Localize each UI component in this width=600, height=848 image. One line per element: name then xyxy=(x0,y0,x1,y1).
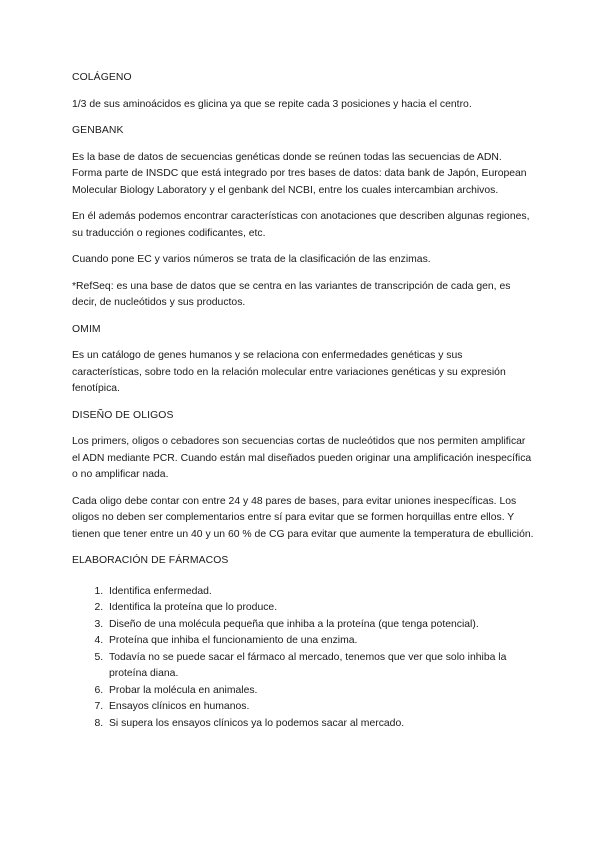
genbank-paragraph-1: Es la base de datos de secuencias genéticas donde se reúnen todas las secuencias de ADN. Forma parte de INSDC que está integrado por tres bases de datos: data bank de Japón, European Molecular Biology Laboratory y el genbank del NCBI, entre los cuales intercambian archivos. xyxy=(72,151,527,196)
heading-diseno-oligos: DISEÑO DE OLIGOS xyxy=(72,409,174,421)
list-item: 2. Identifica la proteína que lo produce. xyxy=(106,600,534,617)
list-item: 8. Si supera los ensayos clínicos ya lo podemos sacar al mercado. xyxy=(106,716,534,733)
oligos-paragraph-2: Cada oligo debe contar con entre 24 y 48 pares de bases, para evitar uniones inespecíficas. Los oligos no deben ser complementarios entre sí para evitar que se formen horquillas entre ellos. Y tienen que tener entre un 40 y un 60 % de CG para evitar que aumente la temperatura de ebullición. xyxy=(72,495,534,540)
genbank-refseq-note: *RefSeq: es una base de datos que se centra en las variantes de transcripción de cada gen, es decir, de nucleótidos y sus productos. xyxy=(72,280,511,308)
list-item: 6. Probar la molécula en animales. xyxy=(106,683,534,700)
genbank-paragraph-3: Cuando pone EC y varios números se trata de la clasificación de las enzimas. xyxy=(72,254,431,265)
list-item: 7. Ensayos clínicos en humanos. xyxy=(106,699,534,716)
heading-genbank: GENBANK xyxy=(72,125,124,136)
heading-elaboracion-farmacos: ELABORACIÓN DE FÁRMACOS xyxy=(72,555,229,566)
list-item: 1. Identifica enfermedad. xyxy=(106,584,534,601)
list-item: 3. Diseño de una molécula pequeña que inhiba a la proteína (que tenga potencial). xyxy=(106,617,534,634)
oligos-paragraph-1: Los primers, oligos o cebadores son secuencias cortas de nucleótidos que nos permiten amplificar el ADN mediante PCR. Cuando están mal diseñados pueden originar una amplificación inespecífica o no amplificar nada. xyxy=(72,436,532,480)
colageno-paragraph: 1/3 de sus aminoácidos es glicina ya que se repite cada 3 posiciones y hacia el centro. xyxy=(72,98,472,110)
omim-paragraph: Es un catálogo de genes humanos y se relaciona con enfermedades genéticas y sus características, sobre todo en la relación molecular entre variaciones genéticas y su expresión fenotípica. xyxy=(72,350,506,394)
heading-colageno: COLÁGENO xyxy=(72,72,132,83)
document-page xyxy=(72,70,534,732)
genbank-paragraph-2: En él además podemos encontrar características con anotaciones que describen algunas regiones, su traducción o regiones codificantes, etc. xyxy=(72,211,530,239)
heading-omim: OMIM xyxy=(72,323,101,335)
list-item: 5. Todavía no se puede sacar el fármaco al mercado, tenemos que ver que solo inhiba la proteína diana. xyxy=(106,650,534,683)
farmacos-steps-list xyxy=(72,584,534,733)
list-item: 4. Proteína que inhiba el funcionamiento de una enzima. xyxy=(106,633,534,650)
